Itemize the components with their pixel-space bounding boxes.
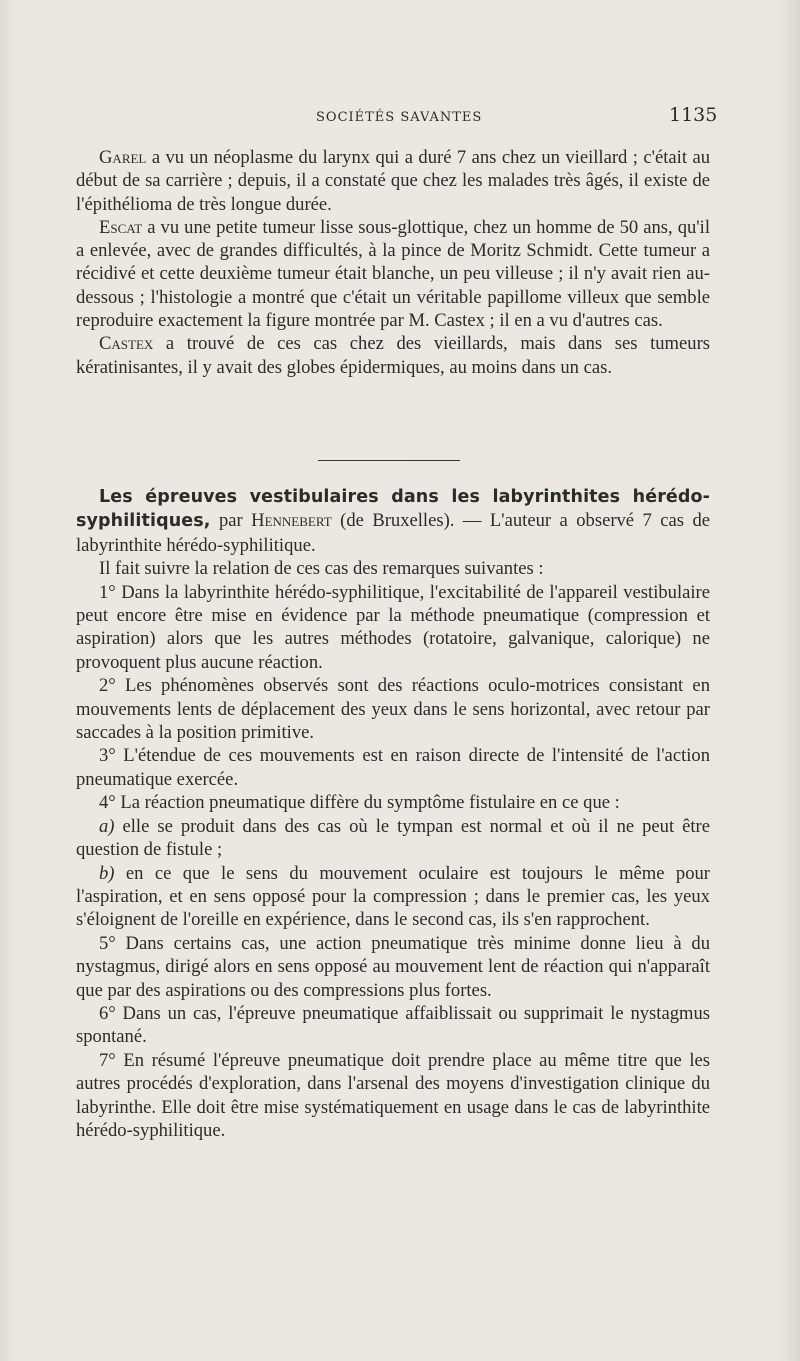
article-section: [76, 485, 710, 1142]
remark-3: 3° L'étendue de ces mouvements est en raison directe de l'intensité de l'action pneumatique exercée.: [76, 745, 710, 790]
sub-label-b: b): [99, 862, 115, 884]
article-heading-paragraph: [76, 485, 710, 557]
discussion-section: [76, 146, 710, 379]
sub-point-b: [76, 862, 710, 932]
lead-paragraph: Il fait suivre la relation de ces cas des remarques suivantes :: [99, 558, 544, 580]
remark-2: 2° Les phénomènes observés sont des réactions oculo-motrices consistant en mouvements lents de déplacement des yeux dans le sens horizontal, avec retour par saccades à la position primitive.: [76, 675, 710, 744]
remark-7: 7° En résumé l'épreuve pneumatique doit prendre place au même titre que les autres procédés d'exploration, dans l'arsenal des moyens d'investigation clinique du labyrinthe. Elle doit être mise systématiquement en usage dans le cas de labyrinthite hérédo-syphilitique.: [76, 1049, 710, 1141]
paragraph-castex: [76, 332, 710, 379]
paragraph-text: a trouvé de ces cas chez des vieillards, mais dans ses tumeurs kératinisantes, il y avait des globes épidermiques, au moins dans un cas.: [76, 333, 710, 378]
speaker-name: Garel: [99, 147, 147, 168]
page-number: 1135: [669, 104, 718, 126]
remark-4: 4° La réaction pneumatique diffère du symptôme fistulaire en ce que :: [99, 792, 620, 814]
page-header: [0, 104, 800, 134]
article-title: Les épreuves vestibulaires dans les labyrinthites hérédo-syphilitiques,: [76, 487, 710, 532]
speaker-name: Escat: [99, 216, 143, 238]
author-name: Hennebert: [251, 510, 332, 532]
sub-label-a: a): [99, 815, 115, 837]
remark-1: 1° Dans la labyrinthite hérédo-syphilitique, l'excitabilité de l'appareil vestibulaire peut encore être mise en évidence par la méthode pneumatique (compression et aspiration) alors que les autres méthodes (rotatoire, galvanique, calorique) ne provoquent plus aucune réaction.: [76, 581, 710, 673]
running-title: SOCIÉTÉS SAVANTES: [316, 110, 483, 125]
section-divider: [318, 460, 460, 461]
intro-text: (de Bruxelles). — L'auteur a observé 7 cas de labyrinthite hérédo-syphilitique.: [76, 510, 711, 556]
paragraph-garel: [76, 146, 710, 216]
speaker-name: Castex: [99, 333, 154, 355]
remark-6: 6° Dans un cas, l'épreuve pneumatique affaiblissait ou supprimait le nystagmus spontané.: [76, 1002, 710, 1048]
sub-text-b: en ce que le sens du mouvement oculaire est toujours le même pour l'aspiration, et en sens opposé pour la compression ; dans le premier cas, les yeux s'éloignent de l'oreille en expérience, dans le second cas, ils s'en rapprochent.: [76, 862, 710, 931]
sub-point-a: [76, 815, 710, 862]
paragraph-text: a vu un néoplasme du larynx qui a duré 7 ans chez un vieillard ; c'était au début de sa carrière ; depuis, il a constaté que chez les malades très âgés, il existe de l'épithélioma de très longue durée.: [76, 147, 710, 215]
by-text: par: [210, 510, 252, 532]
remark-5: 5° Dans certains cas, une action pneumatique très minime donne lieu à du nystagmus, dirigé alors en sens opposé au mouvement lent de réaction qui n'apparaît que par des aspirations ou des compressions plus fortes.: [76, 932, 710, 1001]
paragraph-text: a vu une petite tumeur lisse sous-glottique, chez un homme de 50 ans, qu'il a enlevée, avec de grandes difficultés, à la pince de Moritz Schmidt. Cette tumeur a récidivé et cette deuxième tumeur était blanche, un peu villeuse ; il n'y avait rien au-dessous ; l'histologie a montré que c'était un véritable papillome villeux que semble reproduire exactement la figure montrée par M. Castex ; il en a vu d'autres cas.: [76, 216, 710, 332]
paragraph-escat: [76, 216, 710, 332]
sub-text-a: elle se produit dans des cas où le tympan est normal et où il ne peut être question de fistule ;: [76, 815, 710, 861]
